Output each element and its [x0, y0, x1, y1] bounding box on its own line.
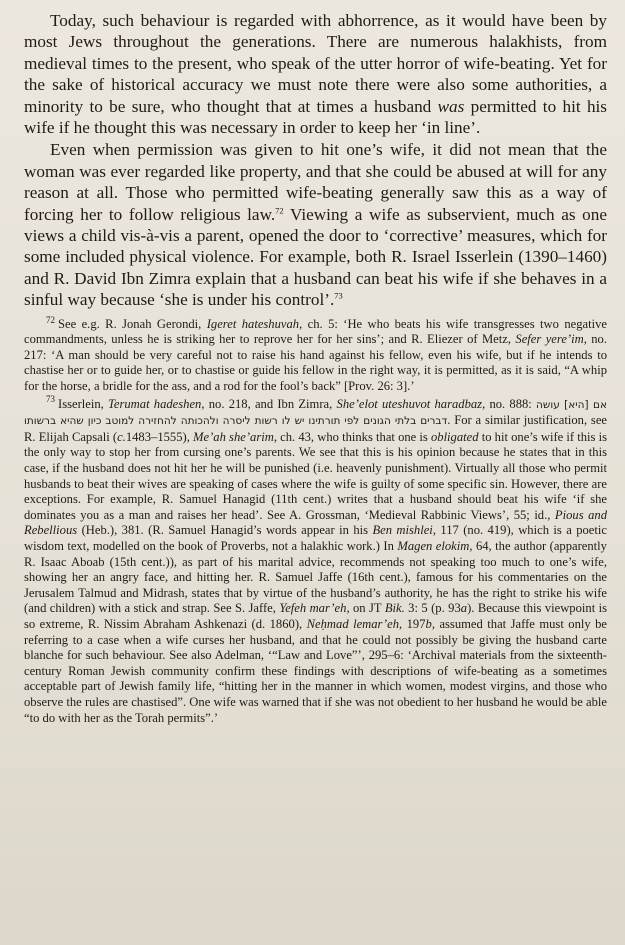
footnote-number: 73: [46, 394, 55, 405]
italic-text: a: [460, 601, 468, 616]
footnote-text: , assumed that Jaffe must only be referring to a case when a wife curses her husband, and that he could not possibly be giving the husband carte blanche for such behaviour. See also Adelman, ‘“Law and Love”’, 295–6: ‘Archival materials from the sixteenth-century Roman Jewish community confirm these findings with descriptions of wife-beating as a sometimes acceptable part of Jewish family life, “hitting her in the manner in which women, modest virgins, and those who observe the rules are chastised”. One wife was warned that if she was not obedient to her husband he would be able “to do with her as the Torah permits”.’: [24, 616, 608, 725]
footnote-text: to hit one’s wife if this is the only way to stop her from cursing one’s parents. We see that this is his opinion because he states that in this case, if the husband does not hit her he will be punished (i.e. heavenly punishment). Virtually all those who permit husbands to beat their wives are speaking of cases where the wife is guilty of some specific sin. However, there are exceptions. For example, R. Samuel Hanagid (11th cent.) writes that a husband should beat his wife ‘if she dominates you as a man and raises her head’. See A. Grossman, ‘Medieval Rabbinic Views’, 55; id.,: [24, 429, 607, 522]
citation-title: Neḥmad lemar’eh: [306, 616, 400, 631]
paragraph-1-text-a: Today, such behaviour is regarded with abhorrence, as it would have been by most Jews throughout the generations. There are numerous halakhists, from medieval times to the present, who speak of the utter horror of wife-beating. Yet for the sake of historical accuracy we must note there were also some authorities, a minority to be sure, who thought that at times a husband: [24, 11, 607, 116]
footnote-text: , no. 888:: [482, 396, 537, 411]
paragraph-2-text-a: Even when permission was given to hit one’s wife, it did not mean that the woman was ever regarded like property, and that she could be abused at will for any reason at all. Those who permitted wife-beating generally saw this as a way of forcing her to follow religious law.: [24, 140, 607, 224]
italic-text: c.: [117, 429, 126, 444]
footnote-text: , ch. 43, who thinks that one is: [273, 429, 431, 444]
paragraph-1-emphasis: was: [437, 96, 465, 116]
paragraph-2-text-b: Viewing a wife as subservient, much as one views a child vis-à-vis a parent, opened the door to ‘corrective’ measures, which for some included physical violence. For example, both R. Israel Isserlein (1390–1460) and R. David Ibn Zimra explain that a husband can beat his wife if she behaves in a sinful way because ‘she is under his control’.: [24, 204, 607, 310]
footnote-text: , no. 218, and Ibn Zimra,: [201, 396, 337, 411]
footnote-text: See e.g. R. Jonah Gerondi,: [58, 316, 207, 331]
footnote-ref-72[interactable]: 72: [275, 204, 284, 215]
footnote-text: , 64, the author (apparently R. Isaac Aboab (15th cent.)), as part of his marital advice, recommends not speaking too much to one’s wife, showing her an angry face, and hitting her. R. Samuel Jaffe (16th cent.), famous for his commentaries on the Jerusalem Talmud and Midrash, states that by virtue of the husband’s authority, he has the right to strike his wife (and children) with a stick and strap. See S. Jaffe,: [24, 539, 607, 616]
footnote-text: , 117 (no. 419), which is a poetic wisdom text, modelled on the book of Proverbs, not a halakhic work.) In: [24, 523, 607, 553]
footnote-text: , 197: [399, 616, 426, 631]
footnote-text: Isserlein,: [58, 396, 109, 411]
footnote-72: [24, 314, 607, 395]
hebrew-quotation: אם [היא] עושה דברים בלתי הגונים לפי תורתינו יש לו רשות ליסרה ולהכותה להחזירה למוטב כיון שהיא ברשותו: [24, 398, 607, 428]
footnote-ref-73[interactable]: 73: [334, 290, 343, 301]
italic-text: b: [425, 616, 432, 631]
footnote-73: [24, 394, 608, 726]
citation-title: Ben mishlei: [372, 523, 433, 538]
citation-title: Pious and Rebellious: [24, 507, 608, 538]
citation-title: Yefeh mar’eh: [279, 601, 347, 616]
footnote-text: ). Because this viewpoint is so extreme, R. Nissim Abraham Ashkenazi (d. 1860),: [24, 601, 608, 631]
paragraph-1: [24, 10, 607, 138]
footnote-text: 1483–1555),: [125, 429, 194, 444]
citation-title: Igeret hateshuvah: [206, 316, 300, 331]
footnote-text: , ch. 5: ‘He who beats his wife transgresses two negative commandments, unless he is striking her to reprove her for her sins’; and R. Eliezer of Metz,: [24, 316, 607, 347]
citation-title: Magen elokim: [397, 539, 470, 553]
italic-text: obligated: [430, 429, 479, 444]
footnote-text: , on JT: [346, 601, 385, 616]
citation-title: She’elot uteshuvot haradbaz: [336, 396, 483, 411]
footnote-text: . For a similar justification, see R. Elijah Capsali (: [24, 413, 608, 444]
paragraph-2: [24, 139, 607, 310]
citation-title: Terumat hadeshen: [108, 396, 202, 411]
footnote-number: 72: [46, 314, 55, 325]
italic-text: Bik.: [384, 601, 405, 616]
footnote-text: , no. 217: ‘A man should be very careful not to raise his hand against his fellow, even his wife, but if he intends to chastise her or to guide her, or to chastise or guide his fellow in the right way, it is permitted, as it is said, “A whip for the horse, a bridle for the ass, and a rod for the fool’s back” [Prov. 26: 3].’: [24, 332, 607, 394]
citation-title: Sefer yere’im: [515, 332, 584, 347]
footnote-text: 3: 5 (p. 93: [404, 601, 461, 616]
main-text: [24, 10, 607, 311]
citation-title: Me’ah she’arim: [193, 429, 274, 444]
paragraph-1-text-b: permitted to hit his wife if he thought this was necessary in order to keep her ‘in line’.: [24, 96, 607, 138]
footnotes: [24, 314, 608, 726]
footnote-text: (Heb.), 381. (R. Samuel Hanagid’s words appear in his: [77, 523, 373, 538]
